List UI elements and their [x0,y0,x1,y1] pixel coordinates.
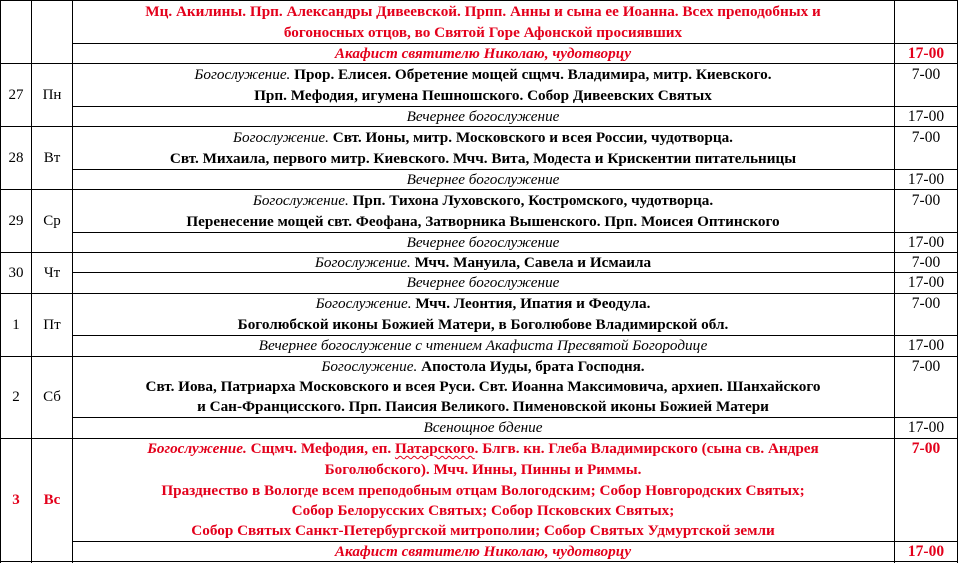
service-line: Празднество в Вологде всем преподобным отцам Вологодским; Собор Новгородских Святых; [161,482,805,499]
evening-service: Вечернее богослужение [406,234,560,251]
weekday: Ср [43,212,61,229]
service-time: 7-00 [911,129,941,146]
evening-time: 17-00 [907,419,945,436]
day-number: 28 [8,149,24,166]
service-line: Богослужение. Прор. Елисея. Обретение мощей сщмч. Владимира, митр. Киевского. [194,66,772,83]
service-line: Богослужение. Прп. Тихона Луховского, Костромского, чудотворца. [252,192,714,209]
service-time: 7-00 [911,254,941,271]
service-line: Свт. Михаила, первого митр. Киевского. Мчч. Вита, Модеста и Крискентии питательницы [169,150,797,167]
day-number: 30 [8,264,24,281]
day-number: 1 [12,316,20,333]
evening-service: Вечернее богослужение [406,274,560,291]
service-line: Богослужение. Свт. Ионы, митр. Московского и всея России, чудотворца. [233,129,733,146]
service-line: Богослужение. Мчч. Мануила, Савела и Исмаила [314,254,652,271]
weekday: Пт [43,316,61,333]
service-line: Боголюбского). Мчч. Инны, Пинны и Риммы. [324,461,642,478]
weekday: Пн [42,86,62,103]
akathist-line: Акафист святителю Николаю, чудотворцу [334,45,632,62]
akathist-time: 17-00 [907,45,945,62]
service-line: Богослужение. Мчч. Леонтия, Ипатия и Феодула. [315,295,651,312]
day-number: 27 [8,86,24,103]
weekday: Сб [43,389,61,405]
akathist-time: 17-00 [907,543,945,560]
feast-line: Мц. Акилины. Прп. Александры Дивеевской. Прпп. Анны и сына ее Иоанна. Всех преподобных и [145,3,821,20]
weekday: Чт [43,264,61,281]
service-line: и Сан-Францисского. Прп. Паисия Великого. Пименовской иконы Божией Матери [197,398,769,415]
evening-service: Вечернее богослужение с чтением Акафиста Пресвятой Богородице [258,337,708,354]
weekday: Вс [43,491,61,508]
service-line: Богослужение. Сщмч. Мефодия, еп. Патарского. Блгв. кн. Глеба Владимирского (сына св. Андрея [147,440,819,457]
service-line: Прп. Мефодия, игумена Пешношского. Собор Дивеевских Святых [254,87,712,104]
service-time: 7-00 [911,192,941,209]
service-line: Свт. Иова, Патриарха Московского и всея Руси. Свт. Иоанна Максимовича, архиеп. Шанхайского [145,378,821,395]
evening-service: Всенощное бдение [423,419,543,436]
evening-time: 17-00 [907,171,945,188]
weekday: Вт [43,149,61,166]
evening-time: 17-00 [907,337,945,354]
service-line: Богослужение. Апостола Иуды, брата Господня. [321,358,645,375]
service-line: Боголюбской иконы Божией Матери, в Боголюбове Владимирской обл. [237,316,729,333]
day-number: 2 [12,389,20,405]
service-time: 7-00 [911,66,941,83]
day-number: 29 [8,212,24,229]
evening-time: 17-00 [907,108,945,125]
evening-time: 17-00 [907,274,945,291]
evening-service: Вечернее богослужение [406,108,560,125]
feast-line: богоносных отцов, во Святой Горе Афонской просиявших [283,24,683,41]
service-time: 7-00 [911,358,941,375]
service-time: 7-00 [911,440,941,457]
service-line: Собор Белорусских Святых; Собор Псковских Святых; [291,502,675,519]
service-time: 7-00 [911,295,941,312]
evening-service: Вечернее богослужение [406,171,560,188]
akathist-line: Акафист святителю Николаю, чудотворцу [334,543,632,560]
service-line: Собор Святых Санкт-Петербургской митрополии; Собор Святых Удмуртской земли [191,522,775,539]
service-line: Перенесение мощей свт. Феофана, Затворника Вышенского. Прп. Моисея Оптинского [186,213,780,230]
day-number: 3 [12,491,20,508]
evening-time: 17-00 [907,234,945,251]
